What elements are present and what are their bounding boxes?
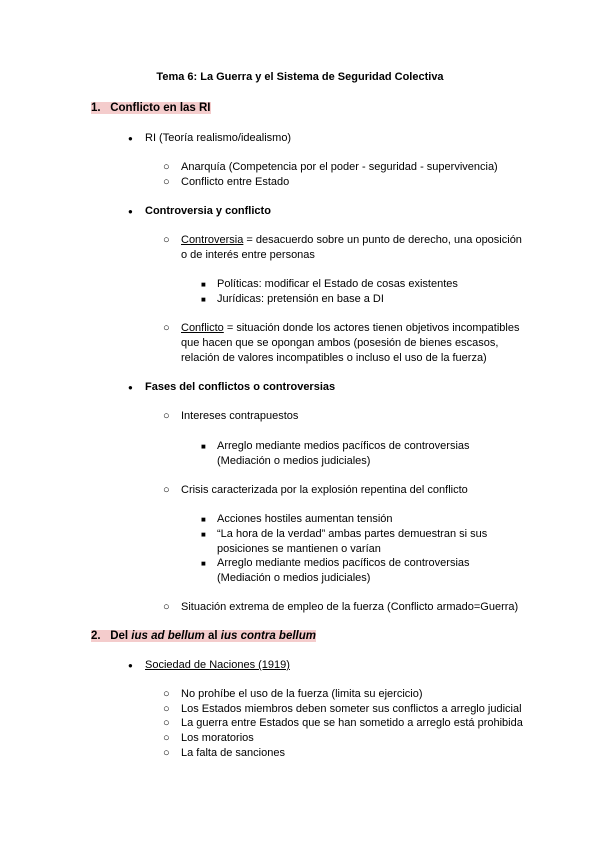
sociedad-item: La guerra entre Estados que se han sometido a arreglo está prohibida <box>181 717 523 729</box>
bullet-l3: ■ <box>201 442 206 451</box>
controversia-conflicto-label: Controversia y conflicto <box>145 205 271 217</box>
section-2-number: 2. <box>91 630 101 642</box>
sociedad-item: No prohíbe el uso de la fuerza (limita su ejercicio) <box>181 688 423 700</box>
bullet-l2: ○ <box>163 161 170 173</box>
bullet-l3: ■ <box>201 515 206 524</box>
bullet-l1: ● <box>128 661 133 670</box>
bullet-l1: ● <box>128 134 133 143</box>
conflicto-definition <box>181 321 519 336</box>
bullet-l2: ○ <box>163 703 170 715</box>
conflicto-def-line2: que hacen que se opongan ambos (posesión de bienes escasos, <box>181 337 499 349</box>
ri-label: RI (Teoría realismo/idealismo) <box>145 132 292 144</box>
controversia-type-politicas: Políticas: modificar el Estado de cosas existentes <box>217 278 458 290</box>
controversia-def-line1: = desacuerdo sobre un punto de derecho, una oposición <box>243 234 522 246</box>
fases-extrema: Situación extrema de empleo de la fuerza (Conflicto armado=Guerra) <box>181 601 519 613</box>
section-2-heading <box>91 629 316 644</box>
controversia-type-juridicas: Jurídicas: pretensión en base a DI <box>217 293 384 305</box>
controversia-definition <box>181 233 522 248</box>
bullet-l1: ● <box>128 383 133 392</box>
bullet-l2: ○ <box>163 732 170 744</box>
bullet-l2: ○ <box>163 176 170 188</box>
crisis-sub-arreglo-line2: (Mediación o medios judiciales) <box>217 572 371 584</box>
page-title: Tema 6: La Guerra y el Sistema de Seguridad Colectiva <box>156 71 444 83</box>
crisis-sub-acciones: Acciones hostiles aumentan tensión <box>217 513 393 525</box>
fases-intereses: Intereses contrapuestos <box>181 410 299 422</box>
fases-label: Fases del conflictos o controversias <box>145 381 336 393</box>
bullet-l2: ○ <box>163 234 170 246</box>
sociedad-item: La falta de sanciones <box>181 747 285 759</box>
controversia-term: Controversia <box>181 234 244 246</box>
sociedad-item: Los moratorios <box>181 732 254 744</box>
section-1-title: Conflicto en las RI <box>110 102 211 114</box>
intereses-sub-line2: (Mediación o medios judiciales) <box>217 455 371 467</box>
section-2-title-italic2: ius contra bellum <box>220 630 316 642</box>
conflicto-def-line3: relación de valores incompatibles o incluso el uso de la fuerza) <box>181 352 487 364</box>
crisis-sub-hora-line1: “La hora de la verdad” ambas partes demuestran si sus <box>217 528 488 540</box>
bullet-l3: ■ <box>201 530 206 539</box>
bullet-l2: ○ <box>163 322 170 334</box>
section-1-number: 1. <box>91 102 101 114</box>
crisis-sub-arreglo-line1: Arreglo mediante medios pacíficos de controversias <box>217 557 470 569</box>
bullet-l2: ○ <box>163 410 170 422</box>
section-2-title-part1: Del <box>110 630 132 642</box>
crisis-sub-hora-line2: posiciones se mantienen o varían <box>217 543 381 555</box>
bullet-l3: ■ <box>201 559 206 568</box>
conflicto-term: Conflicto <box>181 322 224 334</box>
bullet-l3: ■ <box>201 295 206 304</box>
bullet-l2: ○ <box>163 717 170 729</box>
bullet-l2: ○ <box>163 601 170 613</box>
bullet-l1: ● <box>128 207 133 216</box>
controversia-def-line2: o de interés entre personas <box>181 249 315 261</box>
fases-crisis: Crisis caracterizada por la explosión repentina del conflicto <box>181 484 468 496</box>
bullet-l2: ○ <box>163 688 170 700</box>
section-2-title-part2: al <box>204 630 221 642</box>
conflicto-def-line1: = situación donde los actores tienen objetivos incompatibles <box>223 322 520 334</box>
ri-sub-conflicto: Conflicto entre Estado <box>181 176 290 188</box>
bullet-l2: ○ <box>163 484 170 496</box>
section-1-heading <box>91 101 211 116</box>
ri-sub-anarquia: Anarquía (Competencia por el poder - seguridad - supervivencia) <box>181 161 498 173</box>
sociedad-naciones-label: Sociedad de Naciones (1919) <box>145 659 290 671</box>
bullet-l2: ○ <box>163 747 170 759</box>
section-2-title-italic1: ius ad bellum <box>131 630 205 642</box>
intereses-sub-line1: Arreglo mediante medios pacíficos de controversias <box>217 440 470 452</box>
sociedad-item: Los Estados miembros deben someter sus conflictos a arreglo judicial <box>181 703 522 715</box>
bullet-l3: ■ <box>201 280 206 289</box>
